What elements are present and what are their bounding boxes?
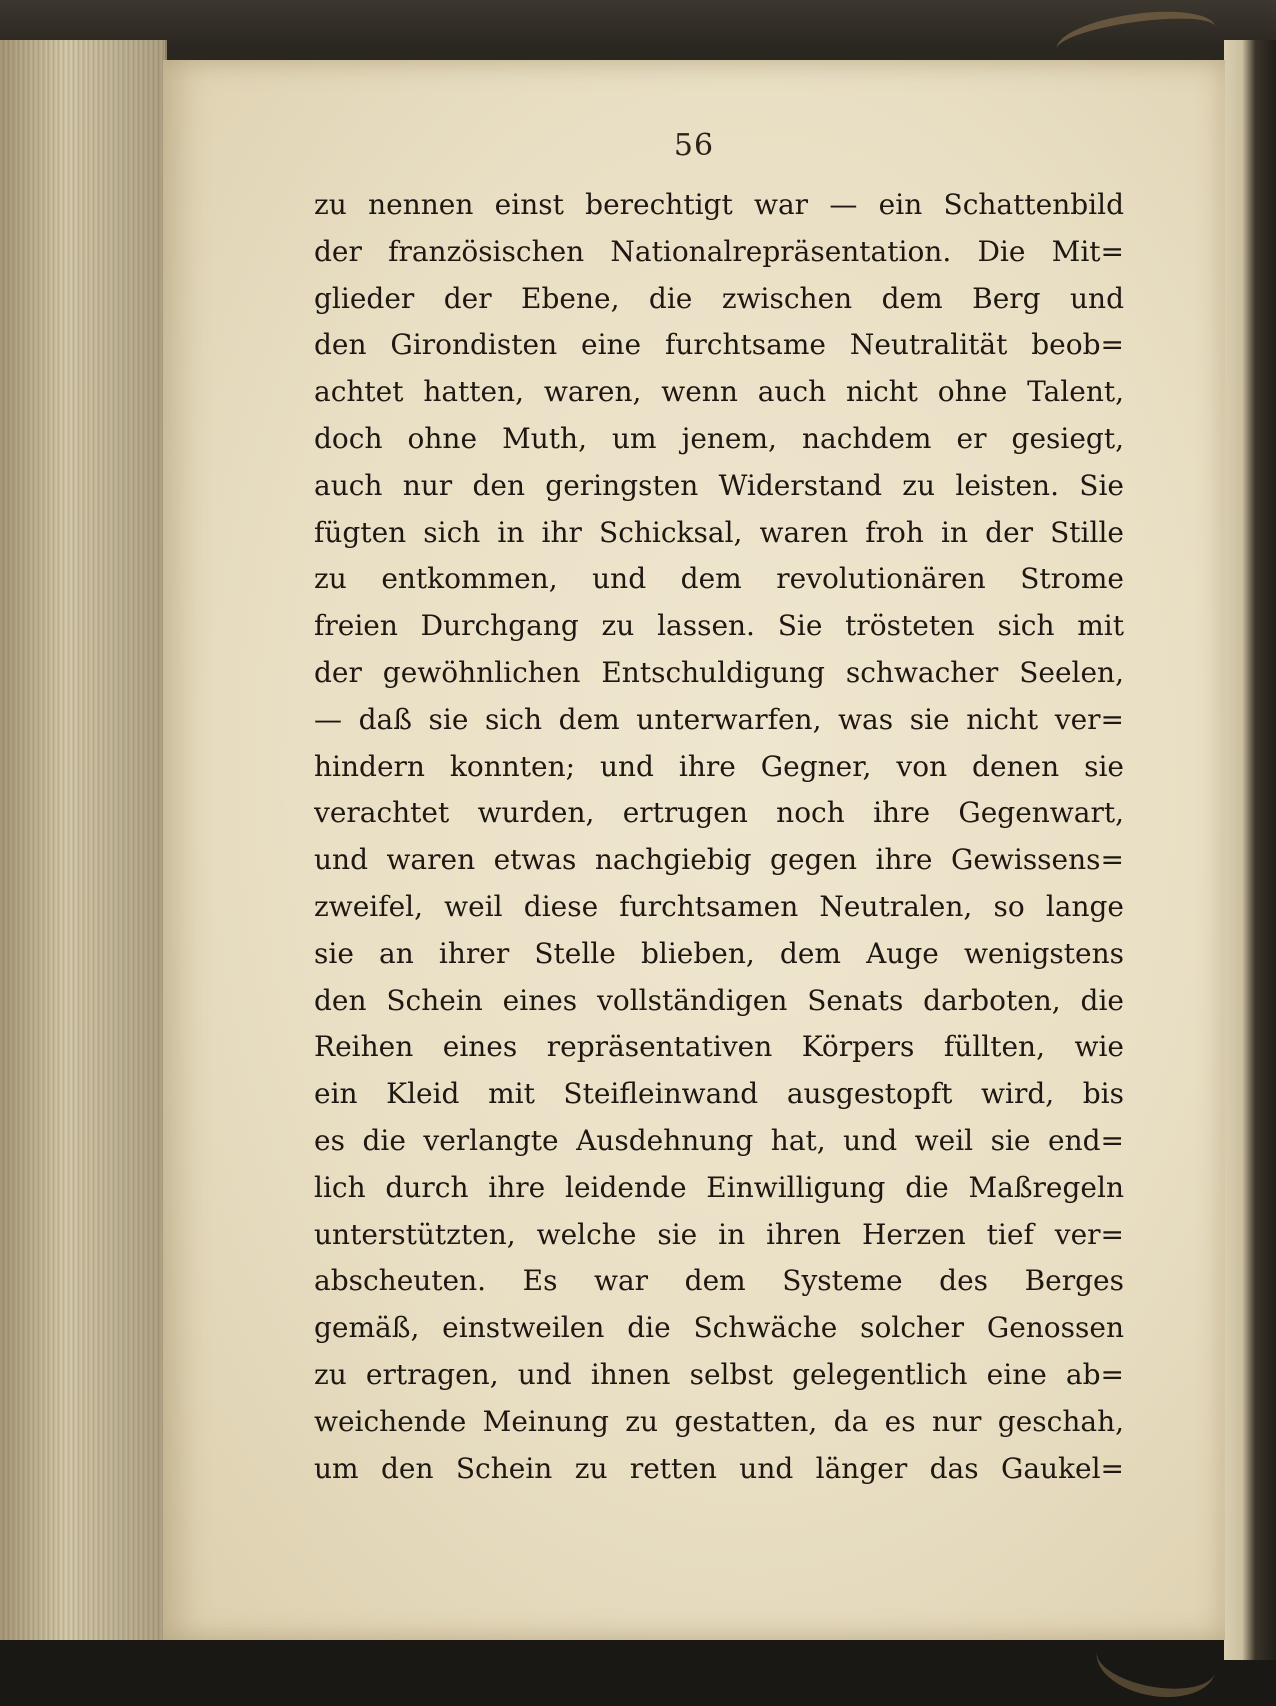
text-line: der französischen Nationalrepräsentation. Die Mit= (314, 234, 1124, 268)
text-line: der gewöhnlichen Entschuldigung schwacher Seelen, (314, 655, 1124, 689)
text-line: zu nennen einst berechtigt war — ein Schattenbild (314, 188, 1124, 221)
text-line: ein Kleid mit Steifleinwand ausgestopft wird, bis (314, 1077, 1124, 1111)
text-line: fügten sich in ihr Schicksal, waren froh in der Stille (314, 515, 1124, 549)
text-line: gemäß, einstweilen die Schwäche solcher Genossen (314, 1311, 1124, 1345)
text-line: zu entkommen, und dem revolutionären Strome (314, 562, 1124, 596)
text-line: zweifel, weil diese furchtsamen Neutralen, so lange (314, 889, 1124, 923)
text-line: weichende Meinung zu gestatten, da es nur geschah, (314, 1404, 1124, 1438)
text-line: den Schein eines vollständigen Senats darboten, die (314, 983, 1124, 1017)
text-line: zu ertragen, und ihnen selbst gelegentlich eine ab= (314, 1357, 1124, 1391)
body-text (314, 182, 1124, 1492)
page-stack-edges (0, 40, 167, 1640)
text-line: Reihen eines repräsentativen Körpers füllten, wie (314, 1030, 1124, 1064)
text-line: verachtet wurden, ertrugen noch ihre Gegenwart, (314, 796, 1124, 830)
text-line: abscheuten. Es war dem Systeme des Berges (314, 1264, 1124, 1298)
text-line: achtet hatten, waren, wenn auch nicht ohne Talent, (314, 375, 1124, 409)
text-line: doch ohne Muth, um jenem, nachdem er gesiegt, (314, 421, 1124, 455)
text-line: — daß sie sich dem unterwarfen, was sie nicht ver= (314, 702, 1124, 736)
text-line: und waren etwas nachgiebig gegen ihre Gewissens= (314, 843, 1124, 877)
page-number: 56 (673, 128, 715, 163)
book-cover-right (1224, 40, 1276, 1660)
text-line: den Girondisten eine furchtsame Neutralität beob= (314, 328, 1124, 362)
book-page (163, 60, 1225, 1640)
text-line: glieder der Ebene, die zwischen dem Berg und (314, 281, 1124, 315)
text-line: um den Schein zu retten und länger das Gaukel= (314, 1451, 1124, 1485)
text-line: es die verlangte Ausdehnung hat, und weil sie end= (314, 1123, 1124, 1157)
text-line: unterstützten, welche sie in ihren Herzen tief ver= (314, 1217, 1124, 1251)
text-line: hindern konnten; und ihre Gegner, von denen sie (314, 749, 1124, 783)
text-line: sie an ihrer Stelle blieben, dem Auge wenigstens (314, 936, 1124, 970)
text-line: lich durch ihre leidende Einwilligung die Maßregeln (314, 1170, 1124, 1204)
text-line: auch nur den geringsten Widerstand zu leisten. Sie (314, 468, 1124, 502)
text-line: freien Durchgang zu lassen. Sie trösteten sich mit (314, 609, 1124, 643)
